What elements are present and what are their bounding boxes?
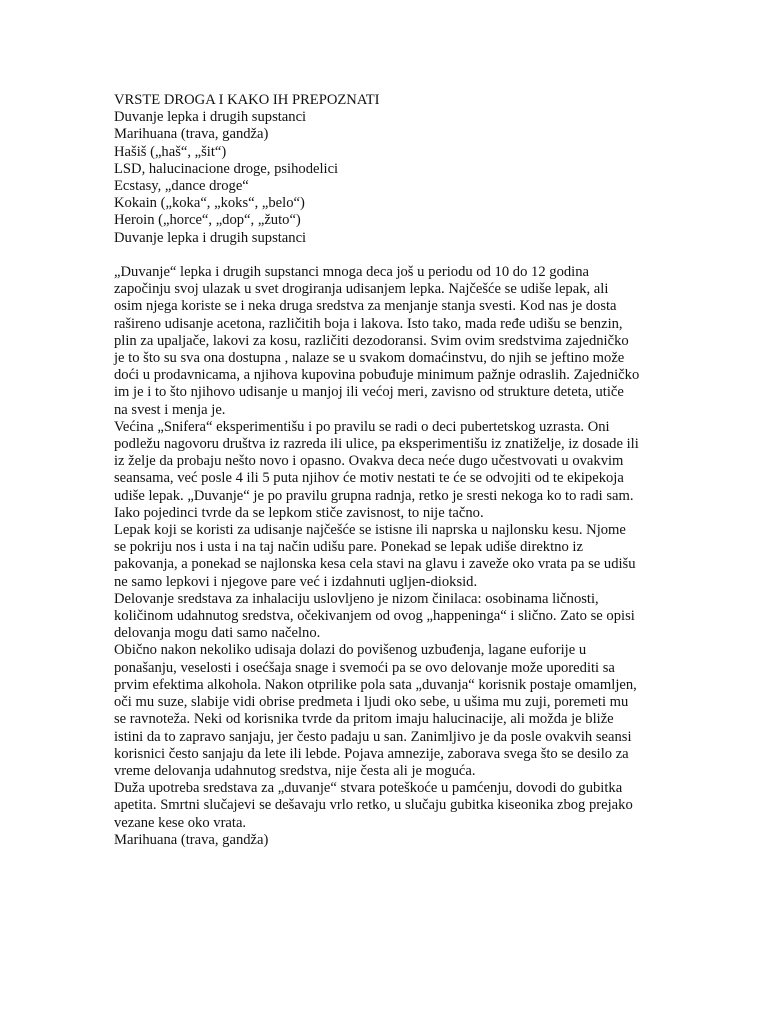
paragraph-line: rašireno udisanje acetona, različitih boja i lakova. Isto tako, mada ređe udišu se benzin,: [114, 315, 623, 332]
paragraph-line: apetita. Smrtni slučajevi se dešavaju vrlo retko, u slučaju gubitka kiseonika zbog prejako: [114, 797, 633, 814]
paragraph-line: prvim efektima alkohola. Nakon otprilike pola sata „duvanja“ korisnik postaje omamljen,: [114, 676, 637, 693]
paragraph-line: količinom udahnutog sredstva, očekivanjem od ovog „happeninga“ i slično. Zato se opisi: [114, 608, 635, 625]
toc-item: LSD, halucinacione droge, psihodelici: [114, 160, 339, 177]
document-page: [114, 92, 662, 849]
paragraph-line: delovanja mogu dati samo načelno.: [114, 625, 321, 642]
paragraph-line: korisnici često sanjaju da lete ili lebde. Pojava amnezije, zaborava svega što se desilo za: [114, 745, 629, 762]
paragraph-efekti: [114, 642, 662, 780]
paragraph-line: podležu nagovoru društva iz razreda ili ulice, pa eksperimentišu iz znatiželje, iz dosade ili: [114, 436, 639, 453]
paragraph-line: ne samo lepkovi i njegove pare već i izdahnuti ugljen-dioksid.: [114, 573, 478, 590]
paragraph-line: seansama, već posle 4 ili 5 puta njihov će motiv nestati te će se odvojiti od te ekipekoja: [114, 470, 624, 487]
paragraph-delovanje: [114, 591, 662, 643]
paragraph-line: započinju svoj ulazak u svet drogiranja udisanjem lepka. Najčešće se udiše lepak, ali: [114, 281, 609, 298]
paragraph-line: na svest i menja je.: [114, 401, 226, 418]
paragraph-line: istini da to zapravo sanjaju, jer često padaju u san. Zanimljivo je da posle ovakvih seansi: [114, 728, 632, 745]
paragraph-line: ponašanju, veselosti i osećšaja snage i svemoći pa se ovo delovanje može uporediti sa: [114, 659, 615, 676]
paragraph-line: osim njega koriste se i neka druga sredstva za menjanje stanja svesti. Kod nas je dosta: [114, 298, 617, 315]
paragraph-line: se pokriju nos i usta i na taj način udišu pare. Ponekad se lepak udiše direktno iz: [114, 539, 583, 556]
paragraph-line: im je i to što njihovo udisanje u manjoj ili većoj meri, zavisno od strukture deteta, utiče: [114, 384, 624, 401]
paragraph-line: „Duvanje“ lepka i drugih supstanci mnoga deca još u periodu od 10 do 12 godina: [114, 264, 589, 281]
toc-item: Heroin („horce“, „dop“, „žuto“): [114, 212, 301, 229]
paragraph-line: udiše lepak. „Duvanje“ je po pravilu grupna radnja, retko je sresti nekoga ko to radi sam.: [114, 487, 634, 504]
paragraph-line: Obično nakon nekoliko udisaja dolazi do povišenog uzbuđenja, lagane euforije u: [114, 642, 587, 659]
paragraph-line: pakovanja, a ponekad se najlonska kesa cela stavi na glavu i zaveže oko vrata pa se udišu: [114, 556, 636, 573]
toc-item: Marihuana (trava, gandža): [114, 126, 269, 143]
paragraph-line: doći u prodavnicama, a njihova kupovina pobuđuje minimum pažnje odraslih. Zajedničko: [114, 367, 640, 384]
paragraph-intro: [114, 264, 662, 419]
table-of-contents: [114, 109, 662, 247]
toc-item: Duvanje lepka i drugih supstanci: [114, 109, 307, 126]
paragraph-line: oči mu suze, slabije vidi obrise predmeta i ljudi oko sebe, u ušima mu zuji, poremeti mu: [114, 694, 629, 711]
paragraph-line: plin za upaljače, lakovi za kosu, različiti dezodoransi. Svim ovim sredstvima zajedničko: [114, 332, 629, 349]
paragraph-line: vezane kese oko vrata.: [114, 814, 247, 831]
paragraph-line: se ravnoteža. Neki od korisnika tvrde da pritom imaju halucinacije, ali možda je bliže: [114, 711, 614, 728]
paragraph-line: vreme delovanja udahnutog sredstva, nije česta ali je moguća.: [114, 762, 476, 779]
paragraph-line: Iako pojedinci tvrde da se lepkom stiče zavisnost, to nije tačno.: [114, 504, 484, 521]
paragraph-duza-upotreba: [114, 780, 662, 832]
paragraph-lepak: [114, 522, 662, 591]
blank-line: [114, 247, 662, 264]
document-title: VRSTE DROGA I KAKO IH PREPOZNATI: [114, 92, 380, 108]
toc-item: Kokain („koka“, „koks“, „belo“): [114, 195, 305, 212]
paragraph-line: iz želje da probaju nešto novo i opasno. Ovakva deca neće dugo učestvovati u ovakvim: [114, 453, 624, 470]
paragraph-line: Delovanje sredstava za inhalaciju uslovljeno je nizom činilaca: osobinama ličnosti,: [114, 590, 599, 607]
paragraph-line: Lepak koji se koristi za udisanje najčešće se istisne ili naprska u najlonsku kesu. Njome: [114, 522, 626, 539]
paragraph-line: Većina „Snifera“ eksperimentišu i po pravilu se radi o deci pubertetskog uzrasta. Oni: [114, 418, 610, 435]
paragraph-line: Duža upotreba sredstava za „duvanje“ stvara poteškoće u pamćenju, dovodi do gubitka: [114, 780, 623, 797]
toc-item: Hašiš („haš“, „šit“): [114, 143, 227, 160]
toc-item: Duvanje lepka i drugih supstanci: [114, 229, 307, 246]
section-heading-marihuana: Marihuana (trava, gandža): [114, 831, 269, 848]
toc-item: Ecstasy, „dance droge“: [114, 178, 249, 195]
paragraph-sniferi: [114, 419, 662, 522]
paragraph-line: je to što su sva ona dostupna , nalaze se u svakom domaćinstvu, do njih se jeftino može: [114, 350, 625, 367]
